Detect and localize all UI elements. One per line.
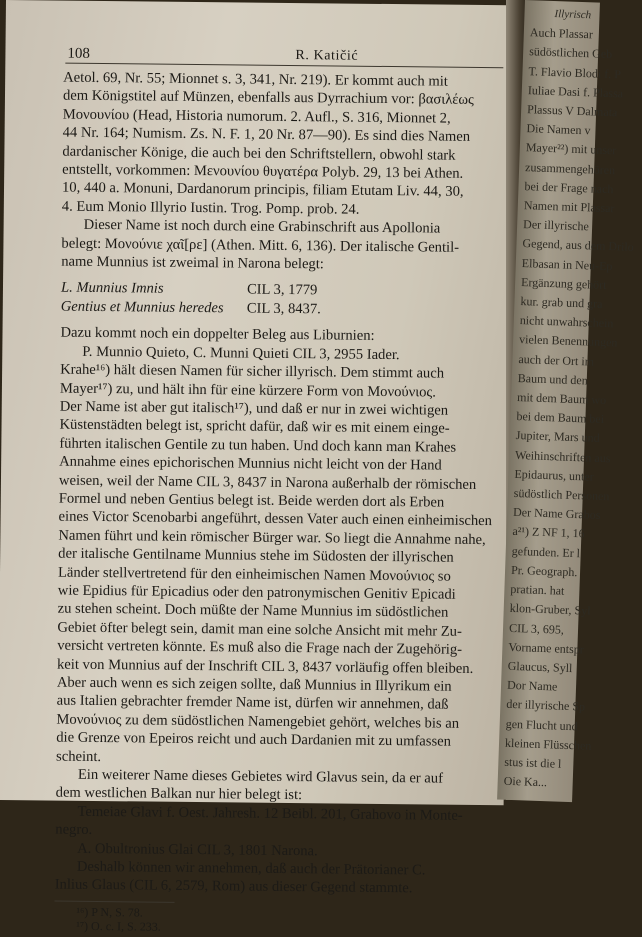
right-page-line: kur. grab und gra (520, 294, 603, 311)
text-line: keit von Munnius auf der Inschrift CIL 3, 8437 vorläufig offen bleiben. (56, 656, 474, 677)
right-page-line: Die Namen v (526, 121, 591, 138)
right-page-line: Baum und den (517, 370, 589, 388)
text-line: Deshalb können wir annehmen, daß auch der Prätorianer C. (76, 858, 426, 879)
text-line: negro. (55, 821, 93, 839)
running-header (65, 41, 503, 69)
text-line: Der Name ist aber gut italisch¹⁷), und daß er nur in zwei wichtigen (59, 398, 449, 419)
right-page-heading: Illyrisch (554, 8, 592, 22)
right-page-line: Dor Name (506, 677, 558, 694)
page-body (54, 69, 503, 937)
text-line: die Grenze von Epeiros reicht und auch Dardanien mit zu umfassen (56, 729, 452, 750)
text-line: der italische Gentilname Munnius stehe im Südosten der illyrischen (58, 545, 454, 566)
right-page-line: a²¹) Z NF 1, 16 (512, 524, 585, 541)
running-head-author: R. Katičić (295, 48, 359, 64)
inscription-ref: CIL 3, 1779 (246, 282, 318, 299)
text-line: Μονούνιος zu dem südöstlichen Namengebiet gehört, welches bis an (56, 711, 460, 732)
right-page-line: Der illyrische (522, 217, 590, 234)
text-line: Krahe¹⁶) hält diesen Namen für sicher illyrisch. Dem stimmt auch (60, 361, 445, 382)
right-page-line: kleinen Flüsschen (504, 735, 592, 753)
right-page-line: bei dem Baum bei (516, 409, 605, 427)
text-line: A. Obultronius Glai CIL 3, 1801 Narona. (77, 840, 318, 859)
text-line: Inlius Glaus (CIL 6, 2579, Rom) aus dieser Gegend stammte. (54, 877, 413, 897)
right-page-line: Vorname entspr (508, 639, 585, 657)
right-page-line: Epidaurus, unter (514, 466, 594, 484)
right-page-line: südöstlich Personen (513, 485, 610, 504)
right-page-line: klon-Gruber, Syl (509, 601, 591, 618)
text-line: weisen, weil der Name CIL 3, 8437 in Narona außerhalb der römischen (58, 472, 477, 493)
text-line: dardanischer Könige, die auch bei den Schriftstellern, obwohl stark (62, 143, 456, 164)
text-line: Aetol. 69, Nr. 55; Mionnet s. 3, 341, Nr. 219). Er kommt auch mit (63, 69, 448, 90)
right-page-line: Pr. Geograph. (510, 562, 578, 580)
page-number: 108 (67, 45, 91, 62)
right-page-line: mit dem Baum wo (516, 390, 607, 408)
right-page-line: gefunden. Er l (511, 543, 581, 560)
right-page-line: zusammengehören (524, 159, 616, 177)
right-page-line: stus ist die l (504, 754, 562, 771)
right-page-line: nicht unwahrschein (519, 313, 614, 331)
text-line: Küstenstädten belegt ist, spricht dafür, daß wir es mit einem einge- (59, 416, 450, 437)
right-page-line: Iuliae Dasi f. Plassa (527, 82, 624, 101)
text-line: Mayer¹⁷) zu, und hält ihn für eine kürzere Form von Μονούνιος. (59, 380, 436, 401)
right-page-line: Mayer²²) mit unser (525, 140, 617, 158)
text-line: P. Munnio Quieto, C. Munni Quieti CIL 3, 2955 Iader. (82, 343, 400, 363)
right-page-line: Glaucus, Syll (507, 658, 573, 675)
text-line: Annahme eines epichorischen Munnius nicht leicht von der Hand (59, 453, 442, 474)
text-line: name Munnius ist zweimal in Narona belegt: (61, 253, 324, 273)
right-page-line: Oie Ka... (503, 773, 548, 790)
text-line: Gebiet öfter belegt sein, damit man eine solche Ansicht mit mehr Zu- (57, 619, 462, 640)
inscription-name: L. Munnius Imnis (60, 280, 164, 298)
inscription-ref: CIL 3, 8437. (246, 300, 321, 318)
right-page-line: südöstlichen Geb (528, 44, 613, 62)
text-line: scheint. (56, 748, 102, 765)
right-page-line: vielen Benennungen (518, 332, 618, 350)
right-page-line: Elbasan in Neu-Ep (521, 255, 613, 273)
right-page-line: Weihinschriften aus (514, 447, 611, 465)
text-line: führten italischen Gentile zu tun haben. Und doch kann man Krahes (59, 435, 457, 456)
right-page-line: CIL 3, 695, (508, 620, 565, 637)
right-page-line: auch der Ort im (518, 351, 595, 369)
text-line: Aber auch wenn es sich zeigen sollte, daß Munnius in Illyrikum ein (56, 674, 452, 695)
text-line: Länder stellvertretend für den einheimischen Namen Μονούνιος so (57, 564, 451, 585)
text-line: Μονουνίου (Head, Historia numorum. 2. Aufl., S. 316, Mionnet 2, (62, 106, 451, 127)
right-page-line: Ergänzung gehört (520, 274, 607, 292)
text-line: dem westlichen Balkan nur hier belegt ist: (55, 785, 303, 804)
text-line: aus Italien gebrachter fremder Name ist, dürfen wir annehmen, daß (56, 692, 449, 714)
text-line: 10, 440 a. Monuni, Dardanorum principis, filiam Etutam Liv. 44, 30, (61, 180, 464, 201)
text-line: Dieser Name ist noch durch eine Grabinschrift aus Apollonia (83, 217, 441, 237)
right-page-line: Plassus V Dalmata (526, 102, 618, 120)
text-line: zu stehen scheint. Doch müßte der Name Munnius im südöstlichen (57, 600, 449, 622)
footnote: ¹⁶) P N, S. 78. (76, 904, 143, 920)
text-line: Dazu kommt noch ein doppelter Beleg aus Liburnien: (60, 324, 375, 345)
footnote: ¹⁷) O. c. I, S. 233. (76, 918, 161, 934)
right-page-line: der illyrische Sp (506, 697, 586, 714)
text-line: Temeiae Glavi f. Oest. Jahresh. 12 Beibl. 201, Grahovo in Monte- (77, 803, 463, 824)
text-line: entstellt, vorkommen: Μενουνίου θυγατέρα Polyb. 29, 13 bei Athen. (62, 161, 464, 182)
right-page-line: pratian. hat (510, 581, 565, 598)
text-line: belegt: Μονούνιε χαῖ[ρε] (Athen. Mitt. 6, 136). Der italische Gentil- (61, 235, 460, 256)
text-line: 4. Eum Monio Illyrio Iustin. Trog. Pomp. prob. 24. (61, 198, 360, 218)
right-page-line: Gegend, aus dem Drilo (522, 236, 634, 255)
text-line: 44 Nr. 164; Numism. Zs. N. F. 1, 20 Nr. 87—90). Es sind dies Namen (62, 124, 471, 146)
text-line: Formel und neben Gentius belegt ist. Beide werden dort als Erben (58, 490, 445, 511)
inscription-name: Gentius et Munnius heredes (60, 298, 224, 317)
right-page-line: Jupiter, Mars und (515, 428, 600, 446)
right-page-line: Namen mit Plassar (523, 198, 615, 216)
right-page-line: Auch Plassar (529, 25, 594, 42)
right-page-line: bei der Frage nach (524, 178, 614, 197)
footnote-rule (55, 900, 175, 902)
right-page-line: Der Name Grabos (512, 505, 601, 523)
text-line: dem Königstitel auf Münzen, ebenfalls aus Dyrrachium vor: βασιλέως (62, 88, 474, 109)
text-line: eines Victor Scenobarbi angeführt, dessen Vater auch einen einheimischen (58, 508, 493, 530)
text-line: versicht vertreten könnte. Es muß also die Frage nach der Zugehörig- (57, 637, 463, 658)
right-page-line: T. Flavio Blodi f. P (528, 63, 622, 81)
text-line: Namen führt und kein römischer Bürger war. So liegt die Annahme nahe, (58, 527, 486, 548)
text-line: Ein weiterer Name dieses Gebietes wird Glavus sein, da er auf (77, 766, 444, 787)
right-page-line: gen Flucht und (505, 716, 578, 733)
text-line: wie Epidius für Epicadius oder den patronymischen Genitiv Epicadi (57, 582, 456, 603)
